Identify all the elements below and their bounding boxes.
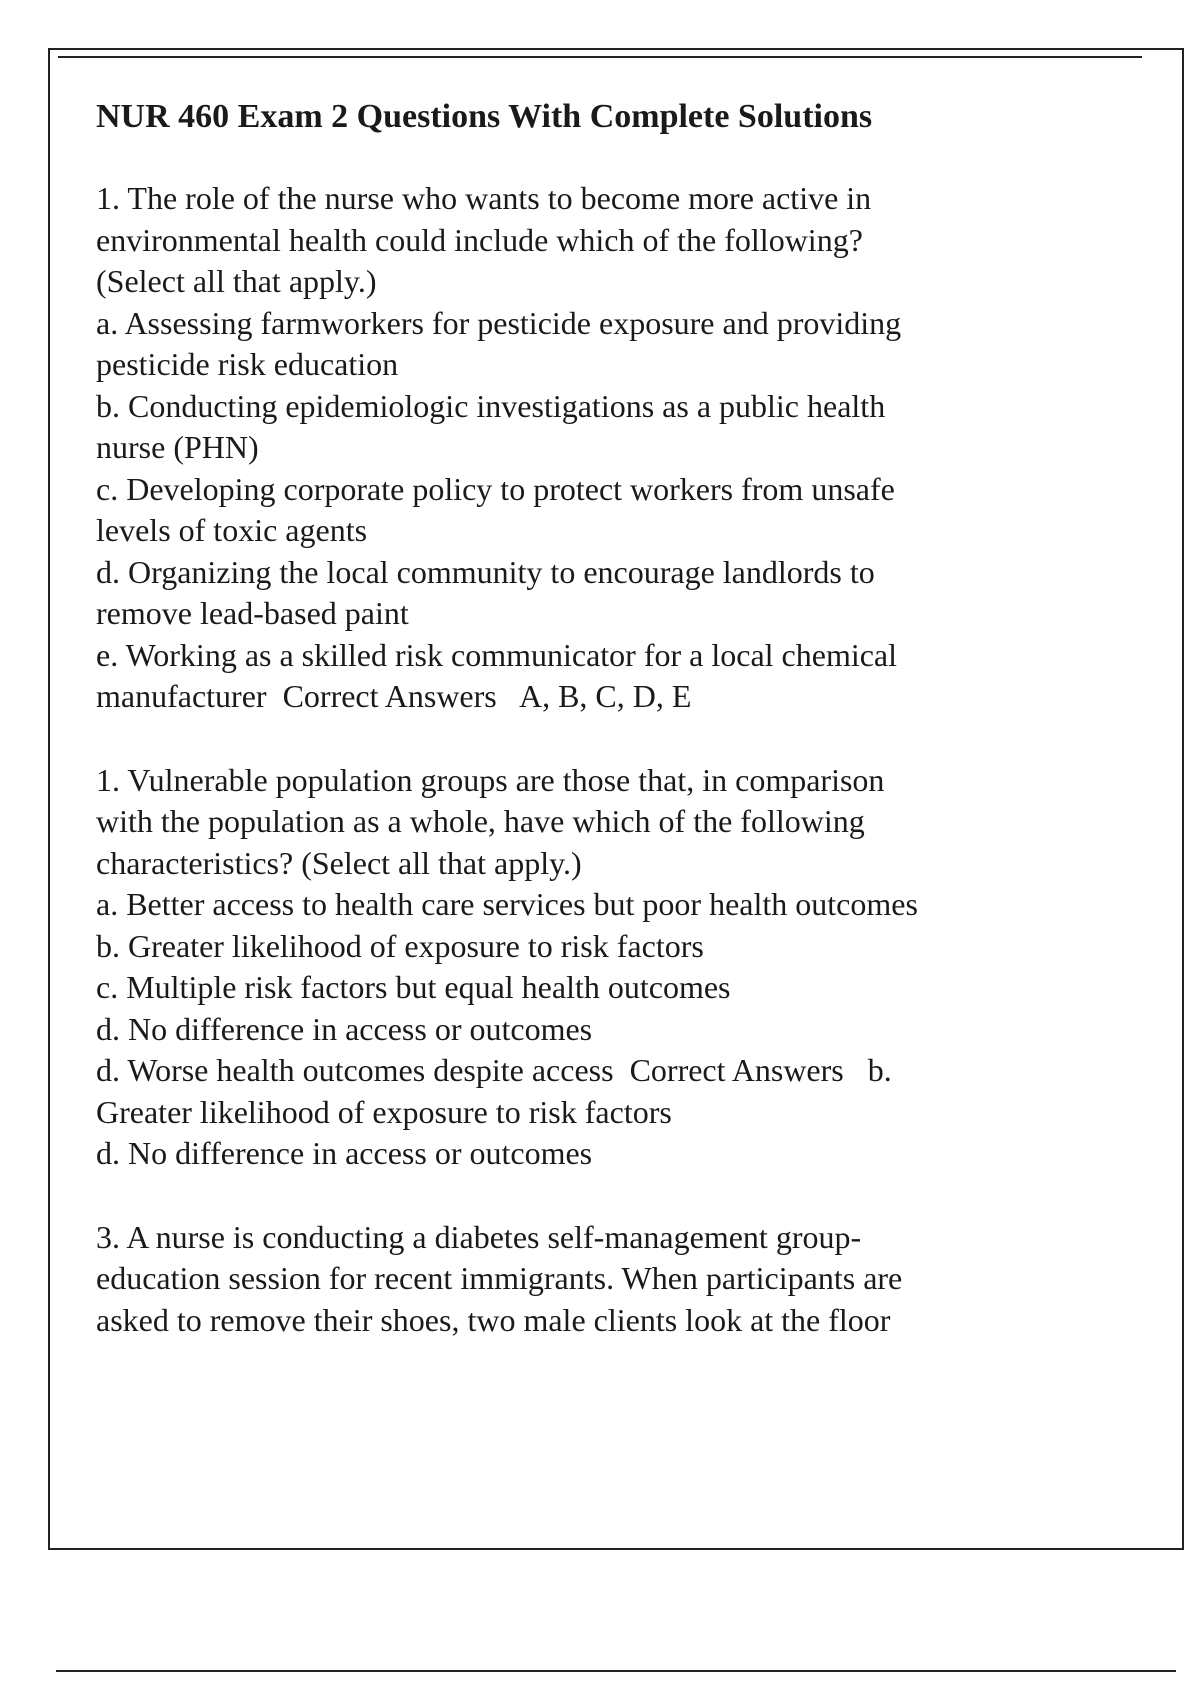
answer-option: nurse (PHN) xyxy=(96,429,259,465)
question-line: 3. A nurse is conducting a diabetes self-management group- xyxy=(96,1218,862,1255)
question-line: (Select all that apply.) xyxy=(96,263,377,299)
answer-option: c. Multiple risk factors but equal health outcomes xyxy=(96,969,731,1005)
question-line: characteristics? (Select all that apply.) xyxy=(96,844,582,881)
question-line: 1. Vulnerable population groups are those that, in comparison xyxy=(96,761,885,798)
question-line: 1. The role of the nurse who wants to become more active in xyxy=(96,180,872,216)
top-rule xyxy=(58,56,1142,58)
answer-option: d. Organizing the local community to encourage landlords to xyxy=(96,553,875,590)
document-title: NUR 460 Exam 2 Questions With Complete Solutions xyxy=(96,98,873,135)
answer-option: c. Developing corporate policy to protect workers from unsafe xyxy=(96,470,895,507)
answer-option: levels of toxic agents xyxy=(96,512,368,548)
answer-option: a. Assessing farmworkers for pesticide exposure and providing xyxy=(96,304,902,341)
correct-answers: manufacturer Correct Answers A, B, C, D, E xyxy=(96,678,692,714)
question-line: education session for recent immigrants. When participants are xyxy=(96,1260,903,1296)
answer-option: b. Greater likelihood of exposure to risk factors xyxy=(96,927,704,964)
question-block xyxy=(96,1217,1096,1342)
question-line: asked to remove their shoes, two male clients look at the floor xyxy=(96,1301,891,1338)
correct-answers: Greater likelihood of exposure to risk factors xyxy=(96,1093,672,1130)
answer-option: e. Working as a skilled risk communicator for a local chemical xyxy=(96,636,898,673)
answer-option: b. Conducting epidemiologic investigations as a public health xyxy=(96,387,886,424)
question-line: environmental health could include which of the following? xyxy=(96,221,863,258)
answer-option: d. No difference in access or outcomes xyxy=(96,1010,593,1047)
question-block xyxy=(96,760,1096,1175)
question-block xyxy=(96,178,1096,718)
answer-option: pesticide risk education xyxy=(96,346,399,382)
correct-answers: d. No difference in access or outcomes xyxy=(96,1135,593,1171)
correct-answers: d. Worse health outcomes despite access Correct Answers b. xyxy=(96,1052,892,1088)
bottom-rule xyxy=(56,1670,1176,1672)
document-body xyxy=(96,96,1096,1383)
answer-option: a. Better access to health care services but poor health outcomes xyxy=(96,886,918,922)
answer-option: remove lead-based paint xyxy=(96,595,409,631)
question-line: with the population as a whole, have which of the following xyxy=(96,803,865,839)
